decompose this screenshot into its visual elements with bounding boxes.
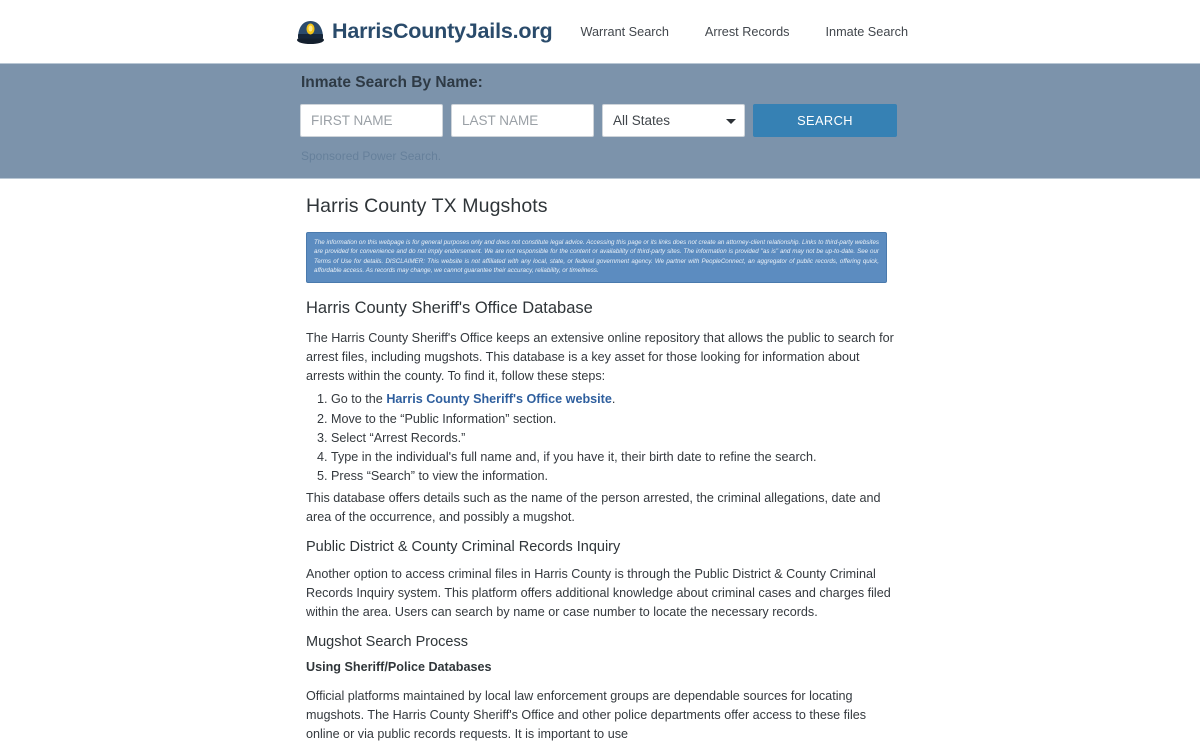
sheriff-database-outro: This database offers details such as the name of the person arrested, the criminal allegations, date and area of the occurrence, and possibly a mugshot. xyxy=(306,491,881,525)
page-title: Harris County TX Mugshots xyxy=(306,195,548,217)
list-item xyxy=(331,390,900,409)
site-brand-name: HarrisCountyJails.org xyxy=(332,19,553,43)
search-band-title: Inmate Search By Name: xyxy=(301,74,483,91)
search-button[interactable]: SEARCH xyxy=(753,104,897,137)
state-select-wrapper xyxy=(602,104,745,137)
step-text: Go to the xyxy=(331,392,387,407)
section-heading-mugshot-search-process: Mugshot Search Process xyxy=(306,633,468,650)
police-cap-icon xyxy=(296,19,325,45)
state-select[interactable] xyxy=(602,104,745,137)
step-text-post: . xyxy=(611,392,616,407)
list-item: 2. Move to the “Public Information” section. xyxy=(331,410,900,429)
disclaimer-box xyxy=(306,232,887,283)
list-item: 4. Type in the individual's full name and, if you have it, their birth date to refine the search. xyxy=(331,448,900,467)
mugshot-search-body: Official platforms maintained by local law enforcement groups are dependable sources for locating mugshots. The Harris County Sheriff's Office and other police departments offer access to these files online or via public records requests. It is important to use xyxy=(306,688,867,742)
subheading-using-sheriff-police-databases: Using Sheriff/Police Databases xyxy=(306,659,492,674)
inmate-search-form xyxy=(300,104,900,137)
section-heading-records-inquiry: Public District & County Criminal Records Inquiry xyxy=(306,538,621,555)
site-logo-link[interactable] xyxy=(296,19,552,45)
list-item: 5. Press “Search” to view the information. xyxy=(331,467,900,486)
nav-item-inmate-search[interactable]: Inmate Search xyxy=(825,24,908,39)
records-inquiry-body: Another option to access criminal files in Harris County is through the Public District & County Criminal Records Inquiry system. This platform offers additional knowledge about criminal cases and charges filed within the area. Users can search by name or case number to locate the necessary records. xyxy=(306,566,891,620)
disclaimer-text: The information on this webpage is for general purposes only and does not constitute legal advice. Accessing this page or its links does not create an attorney-client relationship. Links to third-party websites are provided for convenience and do not imply endorsement. We are not responsible for the content or availability of third-party sites. The information is provided "as is" and may not be up-to-date. See our Terms of Use for details. DISCLAIMER: This website is not affiliated with any local, state, or federal government agency. We partner with PeopleConnect, an aggregator of public records, offering quick, affordable access. As records may change, we cannot guarantee their accuracy, reliability, or timeliness. xyxy=(314,239,879,275)
sheriff-office-website-link[interactable]: Harris County Sheriff's Office website xyxy=(386,392,612,407)
first-name-input[interactable] xyxy=(300,104,443,137)
inmate-search-band xyxy=(0,63,1200,179)
primary-nav xyxy=(581,25,909,39)
sheriff-database-steps xyxy=(306,390,900,486)
sheriff-database-intro: The Harris County Sheriff's Office keeps an extensive online repository that allows the public to search for arrest files, including mugshots. This database is a key asset for those looking for information about arrests within the county. To find it, follow these steps: xyxy=(306,330,894,384)
last-name-input[interactable] xyxy=(451,104,594,137)
nav-item-warrant-search[interactable]: Warrant Search xyxy=(580,24,669,39)
sponsored-power-search-link[interactable]: Sponsored Power Search. xyxy=(301,149,442,163)
list-item: 3. Select “Arrest Records.” xyxy=(331,429,900,448)
section-heading-sheriff-database: Harris County Sheriff's Office Database xyxy=(306,298,593,317)
site-header xyxy=(0,0,1200,63)
nav-item-arrest-records[interactable]: Arrest Records xyxy=(704,24,790,39)
main-content xyxy=(300,179,900,744)
